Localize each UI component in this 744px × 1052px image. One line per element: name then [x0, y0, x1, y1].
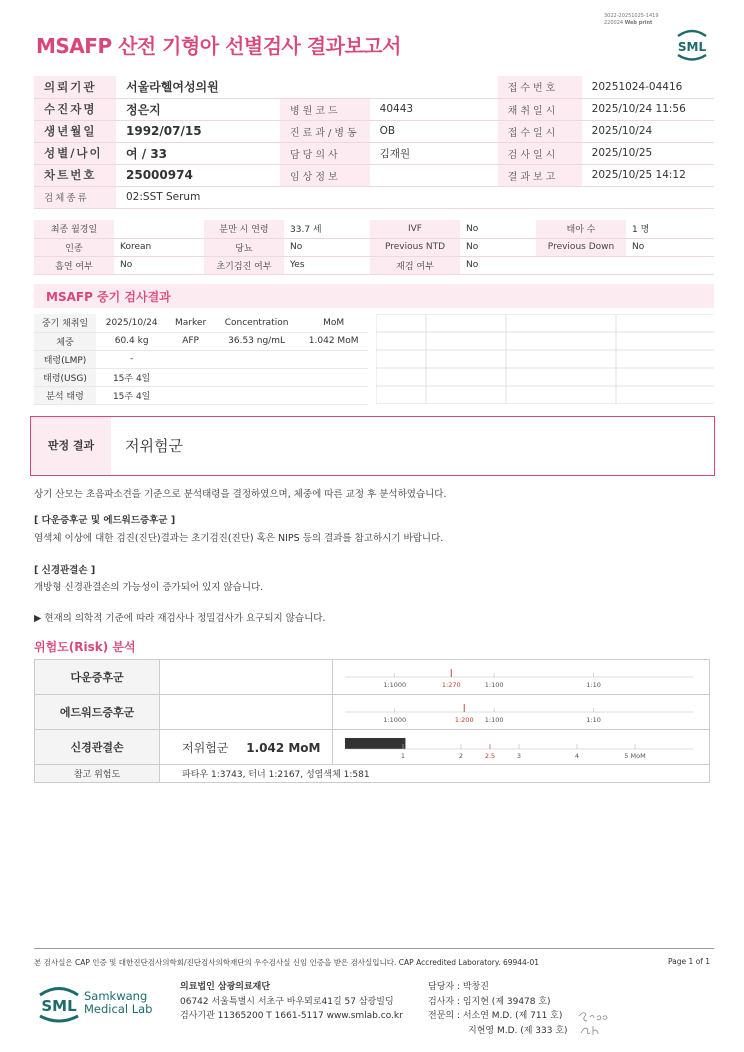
- patient-label-3: 결과보고: [498, 164, 582, 186]
- mid-cell: 60.4 kg: [96, 332, 167, 350]
- clinical-value: 33.7 세: [284, 220, 370, 238]
- ntd-tick-label: 3: [516, 752, 522, 760]
- mid-cell: 체중: [34, 332, 96, 350]
- footer-logo-name: [84, 990, 152, 1016]
- risk-table: [34, 659, 710, 783]
- patient-label-3: 검사일시: [498, 142, 582, 164]
- mid-header-cell: 중기 채취일: [34, 314, 96, 332]
- patient-value-3: 2025/10/25 14:12: [582, 164, 714, 186]
- risk-row-edwards: [35, 695, 710, 730]
- ntd-tick-label: 4: [574, 752, 580, 760]
- clinical-row: [34, 256, 714, 274]
- risk-scale-edwards-svg: [341, 695, 701, 726]
- note-ntd-text: 개방형 신경관결손의 가능성이 증가되어 있지 않습니다.: [34, 582, 264, 593]
- ntd-tick-label: 2: [458, 752, 464, 760]
- staff-value-3: 서소연 M.D. (제 711 호): [462, 1011, 563, 1021]
- mid-cell: 15주 4일: [96, 368, 167, 386]
- clinical-value: [114, 220, 204, 238]
- footer-logo-name-2: Medical Lab: [84, 1002, 153, 1016]
- risk-scale-ntd-svg: [341, 730, 701, 761]
- page-title: MSAFP 산전 기형아 선별검사 결과보고서: [36, 34, 401, 58]
- mid-cell: 분석 태령: [34, 386, 96, 404]
- patient-value-3: 2025/10/24 11:56: [582, 98, 714, 120]
- patient-label-3: 접수번호: [498, 76, 582, 98]
- mid-cell: 15주 4일: [96, 386, 167, 404]
- tick-label: 1:100: [484, 681, 504, 689]
- clinical-label: Previous NTD: [370, 238, 460, 256]
- tick-label: 1:10: [586, 681, 601, 689]
- mid-row: [34, 386, 368, 404]
- mid-cell: -: [96, 350, 167, 368]
- risk-ntd-verdict: 저위험군: [182, 740, 229, 755]
- mid-cell: 36.53 ng/mL: [214, 332, 299, 350]
- risk-value-down: [160, 660, 333, 695]
- patient-label: 성별/나이: [34, 142, 116, 164]
- risk-label-down: 다운증후군: [35, 660, 160, 695]
- patient-row: [34, 98, 714, 120]
- clinical-value: No: [460, 238, 536, 256]
- patient-label-2: 담당의사: [280, 142, 370, 164]
- mid-header-cell: Concentration: [214, 314, 299, 332]
- risk-ntd-mom: 1.042 MoM: [246, 740, 321, 755]
- patient-value-3: 20251024-04416: [582, 76, 714, 98]
- tick-label: 1:1000: [383, 716, 407, 724]
- mid-cell: AFP: [167, 332, 214, 350]
- risk-row-ref: [35, 765, 710, 783]
- patient-value: 02:SST Serum: [116, 186, 280, 208]
- clinical-value: No: [460, 220, 536, 238]
- patient-label-3: 채취일시: [498, 98, 582, 120]
- mid-cell: [299, 386, 368, 404]
- mid-result-section-title: MSAFP 중기 검사결과: [34, 284, 714, 308]
- ntd-mom-bar: [345, 738, 405, 749]
- patient-label-2: 임상정보: [280, 164, 370, 186]
- mid-header-cell: MoM: [299, 314, 368, 332]
- footer-divider: [34, 948, 714, 949]
- patient-label: 생년월일: [34, 120, 116, 142]
- risk-value-edwards: [160, 695, 333, 730]
- risk-row-ntd: [35, 730, 710, 765]
- mid-cell: 태령(LMP): [34, 350, 96, 368]
- signature-mark: [576, 1008, 610, 1038]
- clinical-info-table: [34, 220, 714, 275]
- note-down-heading: [ 다운증후군 및 에드워드증후군 ]: [34, 515, 176, 526]
- clinical-label: 태아 수: [536, 220, 626, 238]
- patient-info-table: [34, 76, 714, 209]
- clinical-label: 흡연 여부: [34, 256, 114, 274]
- mid-cell: 태령(USG): [34, 368, 96, 386]
- patient-label: 차트번호: [34, 164, 116, 186]
- clinical-value: No: [460, 256, 536, 274]
- risk-label-ntd: 신경관결손: [35, 730, 160, 765]
- cap-note: 본 검사실은 CAP 인증 및 대한진단검사의학회/진단검사의학재단의 우수검사실 신임 인증을 받은 검사실입니다. CAP Accredited Laboratory. 69944-01: [34, 958, 540, 967]
- clinical-value: Korean: [114, 238, 204, 256]
- verdict-box: [30, 416, 715, 476]
- risk-title: 위험도(Risk) 분석: [34, 640, 136, 654]
- verdict-label: 판정 결과: [31, 417, 111, 474]
- note-analysis: 상기 산모는 초음파소견을 기준으로 분석태령을 결정하였으며, 체중에 따른 교정 후 분석하였습니다.: [34, 489, 447, 500]
- patient-value: 서울라헬여성의원: [116, 76, 280, 98]
- risk-label-edwards: 에드워드증후군: [35, 695, 160, 730]
- risk-scale-edwards: [332, 695, 709, 730]
- patient-row: [34, 142, 714, 164]
- footer-logo-name-1: Samkwang: [84, 989, 148, 1003]
- clinical-label: 인종: [34, 238, 114, 256]
- mid-cell: [214, 386, 299, 404]
- risk-scale-down: [332, 660, 709, 695]
- footer-staff: [428, 980, 568, 1038]
- patient-label: 수진자명: [34, 98, 116, 120]
- staff-value-4: 지현영 M.D. (제 333 호): [468, 1025, 568, 1036]
- clinical-label: 초기검진 여부: [204, 256, 284, 274]
- patient-value-3: [582, 186, 714, 208]
- clinical-value: No: [284, 238, 370, 256]
- patient-value-2: [370, 186, 498, 208]
- risk-ref-label: 참고 위험도: [35, 765, 160, 783]
- clinical-value: No: [626, 238, 714, 256]
- risk-value-ntd: [160, 730, 333, 765]
- clinical-label: 분만 시 연령: [204, 220, 284, 238]
- risk-row-down: [35, 660, 710, 695]
- clinical-value: [626, 256, 714, 274]
- footer-contact: 검사기관 11365200 T 1661-5117 www.smlab.co.kr: [180, 1011, 403, 1021]
- patient-row: [34, 164, 714, 186]
- mid-header-row: [34, 314, 368, 332]
- mid-result-table: [34, 314, 368, 405]
- clinical-label: 당뇨: [204, 238, 284, 256]
- clinical-value: Yes: [284, 256, 370, 274]
- mid-header-cell: 2025/10/24: [96, 314, 167, 332]
- patient-label-2: [280, 76, 370, 98]
- clinical-label: 재검 여부: [370, 256, 460, 274]
- patient-value: 1992/07/15: [116, 120, 280, 142]
- staff-label-2: 검사자 :: [428, 996, 460, 1007]
- tick-label: 1:100: [484, 716, 504, 724]
- patient-label-3: [498, 186, 582, 208]
- patient-value-2: [370, 164, 498, 186]
- clinical-label: 최종 월경일: [34, 220, 114, 238]
- clinical-label: Previous Down: [536, 238, 626, 256]
- clinical-row: [34, 238, 714, 256]
- page-number: Page 1 of 1: [668, 957, 711, 966]
- patient-label-2: 진료과/병동: [280, 120, 370, 142]
- note-recommendation: ▶ 현재의 의학적 기준에 따라 재검사나 정밀검사가 요구되지 않습니다.: [34, 613, 326, 624]
- ntd-tick-label: 1: [400, 752, 406, 760]
- clinical-label: [536, 256, 626, 274]
- patient-label: 의뢰기관: [34, 76, 116, 98]
- footer-org-info: [180, 980, 403, 1024]
- clinical-label: IVF: [370, 220, 460, 238]
- patient-value-3: 2025/10/25: [582, 142, 714, 164]
- mid-row: [34, 368, 368, 386]
- doc-code: 3022-20251025-1419: [604, 13, 659, 19]
- tick-label: 1:1000: [383, 681, 407, 689]
- patient-value-2: OB: [370, 120, 498, 142]
- mid-cell: [167, 350, 214, 368]
- mid-header-cell: Marker: [167, 314, 214, 332]
- sml-logo: [672, 24, 712, 64]
- staff-value-1: 박창진: [462, 982, 489, 992]
- note-down-text: 염색체 이상에 대한 검진(진단)결과는 초기검진(진단) 혹은 NIPS 등의 결과를 참고하시기 바랍니다.: [34, 533, 444, 544]
- patient-label-2: [280, 186, 370, 208]
- footer-logo-text: SML: [41, 997, 77, 1015]
- ntd-tick-label: 5 MoM: [624, 752, 646, 760]
- footer-address: 06742 서울특별시 서초구 바우뫼로41길 57 삼광빌딩: [180, 996, 394, 1007]
- empty-grid: [376, 314, 714, 404]
- patient-value: 여 / 33: [116, 142, 280, 164]
- mid-cell: [167, 386, 214, 404]
- mid-cell: 1.042 MoM: [299, 332, 368, 350]
- sml-logo-text: SML: [677, 40, 707, 54]
- patient-row: [34, 76, 714, 98]
- tick-label: 1:10: [586, 716, 601, 724]
- risk-scale-down-svg: [341, 660, 701, 691]
- patient-value-2: 40443: [370, 98, 498, 120]
- mid-cell: [299, 368, 368, 386]
- doc-code-2: 220024 Web print: [604, 20, 653, 26]
- staff-label-3: 전문의 :: [428, 1011, 460, 1021]
- clinical-value: 1 명: [626, 220, 714, 238]
- footer-org: 의료법인 삼광의료재단: [180, 982, 271, 992]
- risk-marker-label: 1:270: [441, 681, 461, 689]
- ntd-tick-label: 2.5: [484, 752, 496, 760]
- patient-row: [34, 120, 714, 142]
- footer-sml-logo: [36, 980, 82, 1026]
- patient-value: 25000974: [116, 164, 280, 186]
- patient-label-2: 병원코드: [280, 98, 370, 120]
- patient-value-3: 2025/10/24: [582, 120, 714, 142]
- note-ntd-heading: [ 신경관결손 ]: [34, 565, 96, 576]
- staff-value-2: 임지현 (제 39478 호): [462, 996, 551, 1007]
- risk-marker-label: 1:200: [454, 716, 474, 724]
- patient-value-2: [370, 76, 498, 98]
- staff-label-1: 담당자 :: [428, 982, 460, 992]
- clinical-row: [34, 220, 714, 238]
- mid-cell: [214, 368, 299, 386]
- mid-cell: [214, 350, 299, 368]
- web-print-label: Web print: [624, 20, 653, 26]
- mid-cell: [167, 368, 214, 386]
- mid-cell: [299, 350, 368, 368]
- verdict-value: 저위험군: [125, 437, 183, 455]
- risk-ref-value: 파타우 1:3743, 터너 1:2167, 성염색체 1:581: [160, 765, 710, 783]
- mid-row: [34, 350, 368, 368]
- patient-value-2: 김재원: [370, 142, 498, 164]
- patient-label: 검체종류: [34, 186, 116, 208]
- patient-value: 정은지: [116, 98, 280, 120]
- patient-label-3: 접수일시: [498, 120, 582, 142]
- mid-row: [34, 332, 368, 350]
- risk-scale-ntd: [332, 730, 709, 765]
- patient-row: [34, 186, 714, 208]
- clinical-value: No: [114, 256, 204, 274]
